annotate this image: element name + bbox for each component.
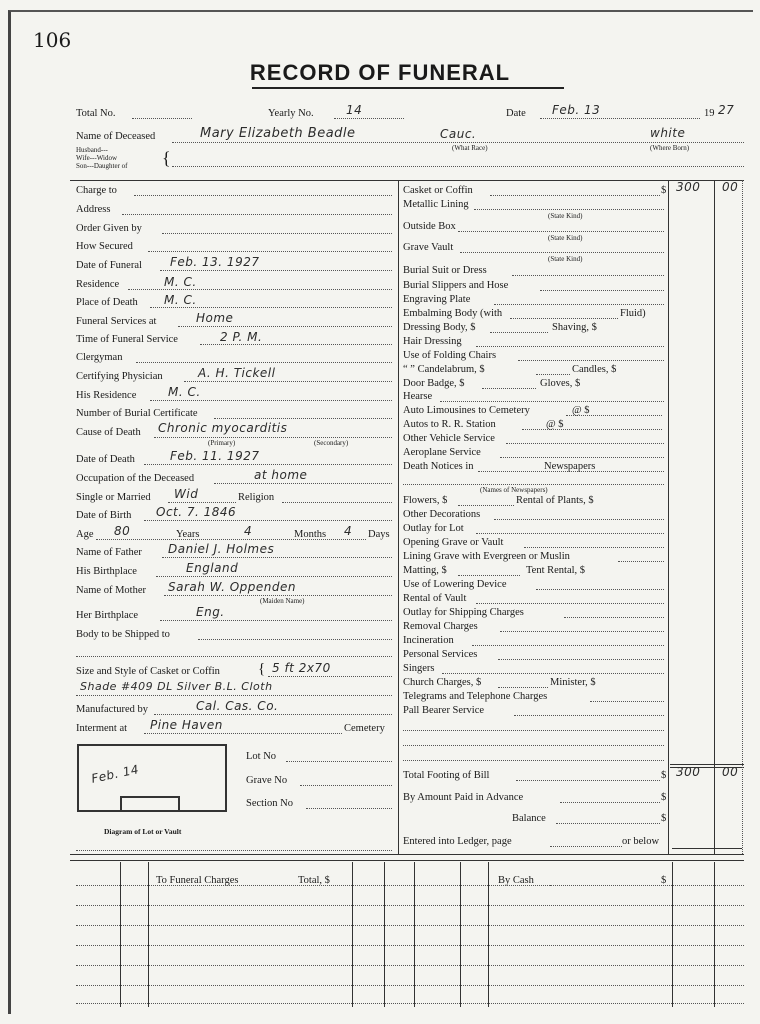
total-dollar-label: Total, $ xyxy=(298,875,330,886)
folding-chairs-field[interactable] xyxy=(518,360,664,361)
his-birthplace-value: England xyxy=(186,561,239,575)
removal-charges-field[interactable] xyxy=(500,631,664,632)
clergyman-label: Clergyman xyxy=(76,352,123,363)
ledger-row-1[interactable] xyxy=(76,885,744,886)
casket-style-value: Shade #409 DL Silver B.L. Cloth xyxy=(80,680,273,693)
time-service-field[interactable] xyxy=(200,344,392,345)
metallic-lining-field[interactable] xyxy=(474,209,664,210)
other-vehicle-field[interactable] xyxy=(506,443,664,444)
date-funeral-label: Date of Funeral xyxy=(76,260,142,271)
relation-husband: Husband--- xyxy=(76,146,108,154)
diagram-note: Diagram of Lot or Vault xyxy=(104,827,182,836)
funeral-charges-label: To Funeral Charges xyxy=(156,875,239,886)
singers-label: Singers xyxy=(403,663,435,674)
casket-size-label: Size and Style of Casket or Coffin xyxy=(76,666,220,677)
lining-grave-label: Lining Grave with Evergreen or Muslin xyxy=(403,551,570,562)
hair-dressing-label: Hair Dressing xyxy=(403,336,462,347)
funeral-services-value: Home xyxy=(196,311,234,325)
by-cash-label: By Cash xyxy=(498,875,534,886)
church-charges-field[interactable] xyxy=(498,687,548,688)
funeral-services-field[interactable] xyxy=(178,326,392,327)
advance-field[interactable] xyxy=(560,802,660,803)
manufactured-label: Manufactured by xyxy=(76,704,149,715)
footing-cents: 00 xyxy=(722,765,739,779)
singers-field[interactable] xyxy=(442,673,664,674)
auto-limousines-rate: @ $ xyxy=(572,405,590,416)
place-death-field[interactable] xyxy=(150,307,392,308)
where-born-value: white xyxy=(650,126,686,140)
age-months-value: 4 xyxy=(244,524,253,538)
personal-services-label: Personal Services xyxy=(403,649,478,660)
address-label: Address xyxy=(76,204,111,215)
footing-field[interactable] xyxy=(516,780,660,781)
outside-box-field[interactable] xyxy=(458,231,664,232)
yearly-no-value: 14 xyxy=(346,103,363,117)
date-value: Feb. 13 xyxy=(552,103,601,117)
door-badge-label: Door Badge, $ xyxy=(403,378,465,389)
autos-station-rate: @ $ xyxy=(546,419,564,430)
residence-field[interactable] xyxy=(128,289,392,290)
religion-label: Religion xyxy=(238,492,275,503)
auto-limousines-label: Auto Limousines to Cemetery xyxy=(403,405,530,416)
blank-charge-line-1[interactable] xyxy=(403,730,664,731)
residence-value: M. C. xyxy=(164,275,197,289)
burial-cert-field[interactable] xyxy=(214,418,392,419)
her-birthplace-field[interactable] xyxy=(160,620,392,621)
how-secured-field[interactable] xyxy=(148,251,392,252)
time-service-label: Time of Funeral Service xyxy=(76,334,178,345)
advance-label: By Amount Paid in Advance xyxy=(403,792,524,803)
minister-label: Minister, $ xyxy=(550,677,596,688)
autos-station-label: Autos to R. R. Station xyxy=(403,419,496,430)
deceased-name-label: Name of Deceased xyxy=(76,131,156,142)
death-notices-label: Death Notices in xyxy=(403,461,474,472)
ledger-page-field[interactable] xyxy=(550,846,622,847)
lining-grave-field[interactable] xyxy=(618,561,664,562)
blank-charge-line-3[interactable] xyxy=(403,760,664,761)
interment-label: Interment at xyxy=(76,723,128,734)
single-married-field[interactable] xyxy=(168,502,236,503)
grave-no-label: Grave No xyxy=(246,775,288,786)
lot-diagram-text: Feb. 14 xyxy=(90,762,141,786)
rental-plants-label: Rental of Plants, $ xyxy=(516,495,594,506)
year-prefix: 19 xyxy=(704,108,715,119)
order-given-label: Order Given by xyxy=(76,223,142,234)
age-label: Age xyxy=(76,529,94,540)
lowering-device-field[interactable] xyxy=(536,589,664,590)
balance-dollar: $ xyxy=(661,813,667,824)
address-field[interactable] xyxy=(122,214,392,215)
order-given-field[interactable] xyxy=(162,233,392,234)
maiden-note: (Maiden Name) xyxy=(260,597,305,605)
mother-label: Name of Mother xyxy=(76,585,146,596)
metallic-lining-label: Metallic Lining xyxy=(403,199,469,210)
amount-col-left xyxy=(668,180,669,854)
door-badge-field[interactable] xyxy=(482,388,536,389)
candles-label: Candles, $ xyxy=(572,364,617,375)
embalming-label: Embalming Body (with xyxy=(403,308,503,319)
occupation-field[interactable] xyxy=(214,483,392,484)
relation-son: Son---Daughter of xyxy=(76,162,128,170)
manufactured-value: Cal. Cas. Co. xyxy=(196,699,279,713)
balance-label: Balance xyxy=(512,813,546,824)
ledger-underline xyxy=(672,848,742,849)
ledger-row-7[interactable] xyxy=(76,1003,744,1004)
amount-col-mid xyxy=(714,180,715,854)
years-label: Years xyxy=(176,529,200,540)
father-field[interactable] xyxy=(162,557,392,558)
tent-rental-label: Tent Rental, $ xyxy=(526,565,586,576)
shipping-charges-label: Outlay for Shipping Charges xyxy=(403,607,524,618)
footing-dollar: $ xyxy=(661,770,667,781)
dressing-body-label: Dressing Body, $ xyxy=(403,322,476,333)
other-decorations-label: Other Decorations xyxy=(403,509,481,520)
footing-label: Total Footing of Bill xyxy=(403,770,490,781)
hair-dressing-field[interactable] xyxy=(476,346,664,347)
aeroplane-label: Aeroplane Service xyxy=(403,447,481,458)
flowers-field[interactable] xyxy=(458,505,514,506)
casket-cents: 00 xyxy=(722,180,739,194)
lot-diagram-notch xyxy=(120,796,180,810)
removal-charges-label: Removal Charges xyxy=(403,621,478,632)
father-value: Daniel J. Holmes xyxy=(168,542,275,556)
days-label: Days xyxy=(368,529,390,540)
time-service-value: 2 P. M. xyxy=(220,330,263,344)
ledger-row-6[interactable] xyxy=(76,985,744,986)
newspapers-note: (Names of Newspapers) xyxy=(480,486,548,494)
charge-to-field[interactable] xyxy=(134,195,392,196)
shaving-label: Shaving, $ xyxy=(552,322,597,333)
father-label: Name of Father xyxy=(76,547,142,558)
candelabrum-label: “ ” Candelabrum, $ xyxy=(403,364,485,375)
physician-label: Certifying Physician xyxy=(76,371,163,382)
embalming-field[interactable] xyxy=(510,318,618,319)
clergyman-field[interactable] xyxy=(136,362,392,363)
cause-death-label: Cause of Death xyxy=(76,427,141,438)
blank-charge-line-2[interactable] xyxy=(403,745,664,746)
cause-death-value: Chronic myocarditis xyxy=(158,421,288,435)
autos-station-field[interactable] xyxy=(522,429,662,430)
his-birthplace-field[interactable] xyxy=(156,576,392,577)
pall-bearer-field[interactable] xyxy=(514,715,664,716)
where-born-note: (Where Born) xyxy=(650,144,690,152)
page-number: 106 xyxy=(33,28,72,52)
rental-vault-label: Rental of Vault xyxy=(403,593,467,604)
date-birth-field[interactable] xyxy=(144,520,392,521)
how-secured-label: How Secured xyxy=(76,241,133,252)
yearly-no-field[interactable] xyxy=(334,118,404,119)
age-years-value: 80 xyxy=(114,524,131,538)
year-value: 27 xyxy=(718,103,735,117)
incineration-label: Incineration xyxy=(403,635,454,646)
relation-wife: Wife---Widow xyxy=(76,154,118,162)
deceased-name-field[interactable] xyxy=(172,142,744,143)
grave-vault-label: Grave Vault xyxy=(403,242,454,253)
manufactured-field[interactable] xyxy=(154,714,392,715)
newspapers-names-field[interactable] xyxy=(403,484,664,485)
physician-field[interactable] xyxy=(184,381,392,382)
lowering-device-label: Use of Lowering Device xyxy=(403,579,507,590)
her-birthplace-value: Eng. xyxy=(196,605,225,619)
age-field[interactable] xyxy=(96,539,366,540)
date-birth-value: Oct. 7. 1846 xyxy=(156,505,237,519)
hearse-label: Hearse xyxy=(403,391,433,402)
his-residence-label: His Residence xyxy=(76,390,137,401)
engraving-plate-field[interactable] xyxy=(494,304,664,305)
mother-value: Sarah W. Oppenden xyxy=(168,580,296,594)
opening-grave-field[interactable] xyxy=(524,547,664,548)
shipping-charges-field[interactable] xyxy=(564,617,664,618)
by-cash-dollar: $ xyxy=(661,875,667,886)
date-death-label: Date of Death xyxy=(76,454,135,465)
lot-bottom-field xyxy=(76,850,392,851)
telegrams-label: Telegrams and Telephone Charges xyxy=(403,691,548,702)
physician-value: A. H. Tickell xyxy=(198,366,276,380)
mother-field[interactable] xyxy=(164,595,392,596)
matting-field[interactable] xyxy=(458,575,520,576)
date-funeral-value: Feb. 13. 1927 xyxy=(170,255,260,269)
footing-amount: 300 xyxy=(676,765,701,779)
grave-no-field[interactable] xyxy=(300,785,392,786)
casket-dollar: $ xyxy=(661,185,667,196)
casket-brace: { xyxy=(258,661,266,677)
metallic-lining-note: (State Kind) xyxy=(548,212,583,220)
candelabrum-field[interactable] xyxy=(536,374,570,375)
ledger-top-line xyxy=(70,860,744,861)
aeroplane-field[interactable] xyxy=(500,457,664,458)
form-title: RECORD OF FUNERAL xyxy=(249,60,511,85)
lot-no-field[interactable] xyxy=(286,761,392,762)
casket-coffin-label: Casket or Coffin xyxy=(403,185,473,196)
outside-box-label: Outside Box xyxy=(403,221,456,232)
place-death-value: M. C. xyxy=(164,293,197,307)
section-top-line xyxy=(70,180,744,181)
lot-no-label: Lot No xyxy=(246,751,277,762)
burial-suit-field[interactable] xyxy=(512,275,664,276)
cemetery-label: Cemetery xyxy=(344,723,385,734)
embalming-suffix: Fluid) xyxy=(620,308,646,319)
opening-grave-label: Opening Grave or Vault xyxy=(403,537,504,548)
other-vehicle-label: Other Vehicle Service xyxy=(403,433,495,444)
date-field[interactable] xyxy=(540,118,700,119)
yearly-no-label: Yearly No. xyxy=(268,108,314,119)
relation-field[interactable] xyxy=(172,166,744,167)
burial-suit-label: Burial Suit or Dress xyxy=(403,265,487,276)
interment-value: Pine Haven xyxy=(150,718,223,732)
cause-death-field[interactable] xyxy=(154,437,392,438)
place-death-label: Place of Death xyxy=(76,297,138,308)
other-decorations-field[interactable] xyxy=(494,519,664,520)
burial-slippers-label: Burial Slippers and Hose xyxy=(403,280,509,291)
personal-services-field[interactable] xyxy=(498,659,664,660)
secondary-note: (Secondary) xyxy=(314,439,349,447)
single-married-value: Wid xyxy=(174,487,199,501)
engraving-plate-label: Engraving Plate xyxy=(403,294,471,305)
hearse-field[interactable] xyxy=(440,401,664,402)
casket-size-field[interactable] xyxy=(268,676,392,677)
section-bottom-line xyxy=(70,854,744,855)
newspapers-label: Newspapers xyxy=(544,461,596,472)
date-label: Date xyxy=(506,108,526,119)
title-underline xyxy=(252,87,564,89)
casket-style-field[interactable] xyxy=(76,695,392,696)
dressing-body-field[interactable] xyxy=(490,332,548,333)
outlay-lot-label: Outlay for Lot xyxy=(403,523,464,534)
months-label: Months xyxy=(294,529,327,540)
age-days-value: 4 xyxy=(344,524,353,538)
ledger-row-4[interactable] xyxy=(76,945,744,946)
church-charges-label: Church Charges, $ xyxy=(403,677,482,688)
occupation-label: Occupation of the Deceased xyxy=(76,473,195,484)
burial-cert-label: Number of Burial Certificate xyxy=(76,408,198,419)
deceased-name-value: Mary Elizabeth Beadle xyxy=(200,126,356,141)
matting-label: Matting, $ xyxy=(403,565,447,576)
single-married-label: Single or Married xyxy=(76,492,151,503)
shipped-field-line2[interactable] xyxy=(76,656,392,657)
date-birth-label: Date of Birth xyxy=(76,510,132,521)
advance-dollar: $ xyxy=(661,792,667,803)
incineration-field[interactable] xyxy=(472,645,664,646)
total-no-field[interactable] xyxy=(132,118,192,119)
interment-field[interactable] xyxy=(144,733,342,734)
burial-slippers-field[interactable] xyxy=(540,290,664,291)
date-death-field[interactable] xyxy=(144,464,392,465)
pall-bearer-label: Pall Bearer Service xyxy=(403,705,485,716)
casket-size-value: 5 ft 2x70 xyxy=(272,661,331,675)
ledger-row-2[interactable] xyxy=(76,905,744,906)
gloves-label: Gloves, $ xyxy=(540,378,581,389)
his-birthplace-label: His Birthplace xyxy=(76,566,137,577)
ledger-suffix: or below xyxy=(622,836,660,847)
shipped-field[interactable] xyxy=(198,639,392,640)
section-no-field[interactable] xyxy=(306,808,392,809)
outlay-lot-field[interactable] xyxy=(476,533,664,534)
residence-label: Residence xyxy=(76,279,120,290)
occupation-value: at home xyxy=(254,468,308,482)
total-no-label: Total No. xyxy=(76,108,116,119)
ledger-row-3[interactable] xyxy=(76,925,744,926)
telegrams-field[interactable] xyxy=(590,701,664,702)
center-divider xyxy=(398,180,399,854)
rental-vault-field[interactable] xyxy=(476,603,664,604)
outside-box-note: (State Kind) xyxy=(548,234,583,242)
flowers-label: Flowers, $ xyxy=(403,495,448,506)
his-residence-value: M. C. xyxy=(168,385,201,399)
relation-brace: { xyxy=(162,148,171,168)
grave-vault-field[interactable] xyxy=(460,252,664,253)
ledger-page-label: Entered into Ledger, page xyxy=(403,836,512,847)
casket-amount: 300 xyxy=(676,180,701,194)
shipped-label: Body to be Shipped to xyxy=(76,629,170,640)
his-residence-field[interactable] xyxy=(150,400,392,401)
her-birthplace-label: Her Birthplace xyxy=(76,610,139,621)
section-no-label: Section No xyxy=(246,798,293,809)
date-death-value: Feb. 11. 1927 xyxy=(170,449,260,463)
what-race-note: (What Race) xyxy=(452,144,488,152)
casket-coffin-field[interactable] xyxy=(490,195,660,196)
grave-vault-note: (State Kind) xyxy=(548,255,583,263)
ledger-row-5[interactable] xyxy=(76,965,744,966)
deceased-race-value: Cauc. xyxy=(440,127,477,141)
balance-field[interactable] xyxy=(556,823,660,824)
primary-note: (Primary) xyxy=(208,439,236,447)
religion-field[interactable] xyxy=(282,502,392,503)
folding-chairs-label: Use of Folding Chairs xyxy=(403,350,497,361)
date-funeral-field[interactable] xyxy=(160,270,392,271)
amount-col-dots xyxy=(742,180,743,854)
funeral-services-label: Funeral Services at xyxy=(76,316,157,327)
charge-to-label: Charge to xyxy=(76,185,117,196)
